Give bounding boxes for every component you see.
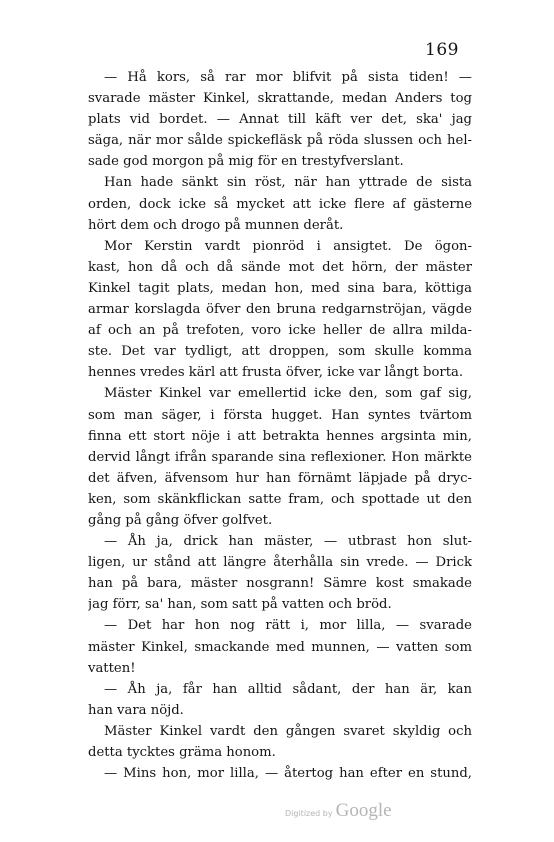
text-line: Mor Kerstin vardt pionröd i ansigtet. De ögon- (104, 238, 472, 254)
text-line: Kinkel tagit plats, medan hon, med sina bara, köttiga (88, 280, 472, 296)
text-line: hört dem och drogo på munnen deråt. (88, 217, 344, 233)
body-text (88, 67, 472, 784)
text-line: — Det har hon nog rätt i, mor lilla, — svarade (104, 618, 472, 634)
text-line: jag förr, sa' han, som satt på vatten och bröd. (88, 597, 392, 613)
text-line: — Åh ja, får han alltid sådant, der han är, kan (104, 681, 472, 697)
text-line: kast, hon då och då sände mot det hörn, der mäster (88, 259, 472, 275)
watermark-digitized-label: Digitized by (285, 809, 333, 818)
text-line: säga, när mor sålde spickefläsk på röda slussen och hel- (88, 133, 472, 149)
text-line: han vara nöjd. (88, 702, 184, 718)
text-line: ste. Det var tydligt, att droppen, som skulle komma (88, 344, 472, 360)
text-line: armar korslagda öfver den bruna redgarnströjan, vägde (88, 302, 472, 318)
text-line: orden, dock icke så mycket att icke flere af gästerne (88, 196, 472, 212)
google-watermark (285, 800, 392, 822)
text-line: ligen, ur stånd att längre återhålla sin vrede. — Drick (88, 555, 472, 571)
text-line: gång på gång öfver golfvet. (88, 512, 273, 528)
text-line: detta tycktes gräma honom. (88, 745, 276, 760)
watermark-google-logo: Google (335, 800, 392, 821)
text-line: dervid långt ifrån sparande sina reflexioner. Hon märkte (88, 449, 472, 465)
text-line: hennes vredes kärl att frusta öfver, icke var långt borta. (88, 365, 464, 381)
text-line: finna ett stort nöje i att betrakta hennes argsinta min, (88, 428, 472, 444)
page-number: 169 (425, 40, 459, 60)
text-line: svarade mäster Kinkel, skrattande, medan Anders tog (88, 91, 472, 107)
text-line: Han hade sänkt sin röst, när han yttrade de sista (104, 175, 472, 191)
text-line: af och an på trefoten, voro icke heller de allra milda- (88, 323, 472, 339)
text-line: han på bara, mäster nosgrann! Sämre kost smakade (88, 576, 472, 592)
text-line: det äfven, äfvensom hur han förnämt läpjade på dryc- (88, 470, 472, 486)
text-line: — Hå kors, så rar mor blifvit på sista tiden! — (104, 70, 472, 85)
text-line: sade god morgon på mig för en trestyfverslant. (88, 154, 404, 170)
text-line: vatten! (88, 660, 136, 676)
text-line: mäster Kinkel, smackande med munnen, — vatten som (88, 639, 472, 655)
text-line: Mäster Kinkel var emellertid icke den, som gaf sig, (104, 386, 472, 402)
text-line: som man säger, i första hugget. Han syntes tvärtom (88, 407, 472, 423)
text-line: ken, som skänkflickan satte fram, och spottade ut den (88, 491, 472, 507)
text-line: — Mins hon, mor lilla, — återtog han efter en stund, (104, 766, 472, 782)
text-line: plats vid bordet. — Annat till käft ver det, ska' jag (88, 112, 472, 128)
text-line: Mäster Kinkel vardt den gången svaret skyldig och (104, 723, 472, 739)
text-line: — Åh ja, drick han mäster, — utbrast hon slut- (104, 534, 472, 550)
